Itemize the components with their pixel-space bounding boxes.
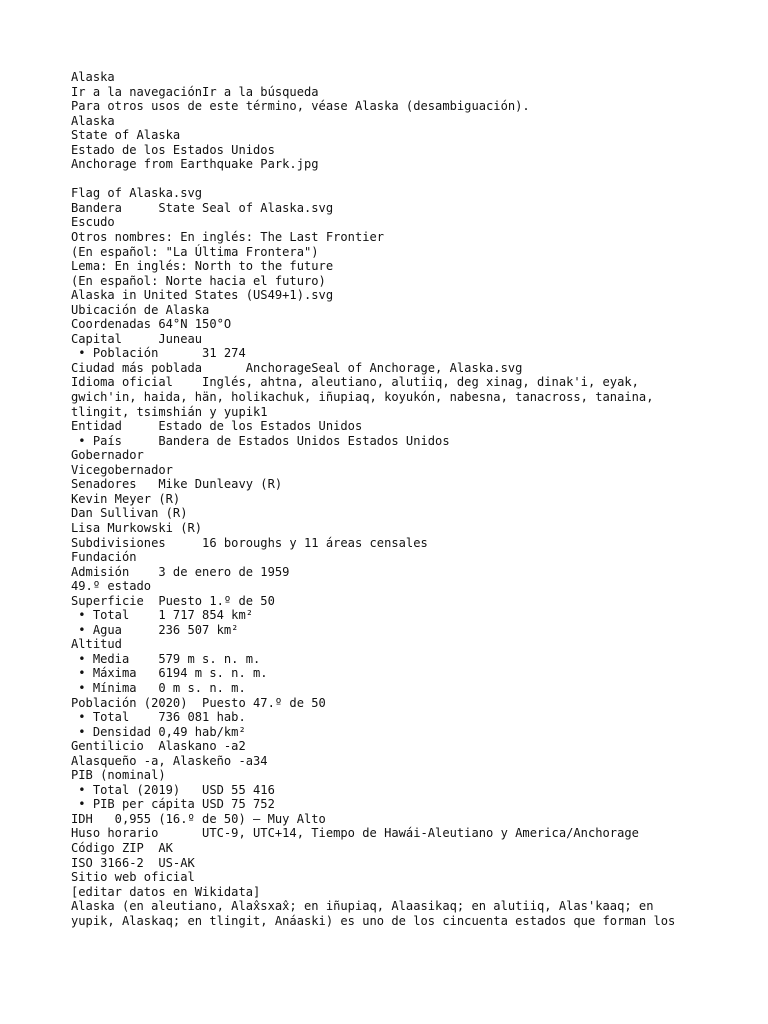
text-line: (En español: Norte hacia el futuro) bbox=[71, 273, 326, 288]
text-line: Alaska in United States (US49+1).svg bbox=[71, 288, 334, 303]
text-line: Población (2020) Puesto 47.º de 50 bbox=[71, 695, 326, 710]
text-line: gwich'in, haida, hän, holikachuk, iñupiaq, koyukón, nabesna, tanacross, tanaina, bbox=[71, 390, 654, 405]
text-line: Lema: En inglés: North to the future bbox=[71, 259, 334, 274]
document-text bbox=[71, 70, 711, 928]
text-line: Entidad Estado de los Estados Unidos bbox=[71, 419, 363, 434]
text-line: • Media 579 m s. n. m. bbox=[71, 651, 261, 666]
text-line: • Máxima 6194 m s. n. m. bbox=[71, 666, 268, 681]
text-line: Capital Juneau bbox=[71, 331, 203, 346]
text-line: Huso horario UTC-9, UTC+14, Tiempo de Hawái-Aleutiano y America/Anchorage bbox=[71, 826, 639, 841]
text-line: • Total 1 717 854 km² bbox=[71, 608, 254, 623]
text-line: Estado de los Estados Unidos bbox=[71, 142, 275, 157]
text-line: Otros nombres: En inglés: The Last Frontier bbox=[71, 230, 385, 245]
text-line: Admisión 3 de enero de 1959 bbox=[71, 564, 290, 579]
text-line: Coordenadas 64°N 150°O bbox=[71, 317, 232, 332]
text-line: IDH 0,955 (16.º de 50) – Muy Alto bbox=[71, 811, 326, 826]
text-line: Fundación bbox=[71, 550, 137, 565]
text-line: Gentilicio Alaskano -a2 bbox=[71, 739, 246, 754]
text-line: Para otros usos de este término, véase Alaska (desambiguación). bbox=[71, 99, 530, 114]
text-line: Ubicación de Alaska bbox=[71, 302, 210, 317]
text-line: • Población 31 274 bbox=[71, 346, 246, 361]
text-line: State of Alaska bbox=[71, 128, 181, 143]
text-line: Dan Sullivan (R) bbox=[71, 506, 188, 521]
text-line: yupik, Alaskaq; en tlingit, Anáaski) es uno de los cincuenta estados que forman los bbox=[71, 913, 676, 928]
text-line: ISO 3166-2 US-AK bbox=[71, 855, 195, 870]
text-line: Bandera State Seal of Alaska.svg bbox=[71, 200, 334, 215]
text-line: Ciudad más poblada AnchorageSeal of Anchorage, Alaska.svg bbox=[71, 360, 523, 375]
text-line: Idioma oficial Inglés, ahtna, aleutiano, alutiiq, deg xinag, dinak'i, eyak, bbox=[71, 375, 639, 390]
text-line: Flag of Alaska.svg bbox=[71, 186, 203, 201]
text-line: Ir a la navegaciónIr a la búsqueda bbox=[71, 84, 319, 99]
text-line: Código ZIP AK bbox=[71, 840, 173, 855]
text-line: Sitio web oficial bbox=[71, 870, 195, 885]
text-line: tlingit, tsimshián y yupik1 bbox=[71, 404, 268, 419]
text-line: Alasqueño -a, Alaskeño -a34 bbox=[71, 753, 268, 768]
text-line: Altitud bbox=[71, 637, 122, 652]
blank-line bbox=[71, 172, 711, 187]
text-line: • Densidad 0,49 hab/km² bbox=[71, 724, 246, 739]
text-line: • Total (2019) USD 55 416 bbox=[71, 782, 275, 797]
text-line: Alaska bbox=[71, 113, 115, 128]
text-line: [editar datos en Wikidata] bbox=[71, 884, 261, 899]
text-line: Superficie Puesto 1.º de 50 bbox=[71, 593, 275, 608]
text-line: Senadores Mike Dunleavy (R) bbox=[71, 477, 283, 492]
text-line: Alaska bbox=[71, 70, 115, 84]
text-line: Kevin Meyer (R) bbox=[71, 491, 181, 506]
text-line: (En español: "La Última Frontera") bbox=[71, 244, 319, 259]
text-line: Lisa Murkowski (R) bbox=[71, 520, 203, 535]
text-line: • Total 736 081 hab. bbox=[71, 710, 246, 725]
text-line: PIB (nominal) bbox=[71, 768, 166, 783]
text-line: Vicegobernador bbox=[71, 462, 173, 477]
text-line: 49.º estado bbox=[71, 579, 152, 594]
text-line: Alaska (en aleutiano, Alax̂sxax̂; en iñupiaq, Alaasikaq; en alutiiq, Alas'kaaq; en bbox=[71, 899, 654, 914]
text-line: • Mínima 0 m s. n. m. bbox=[71, 680, 246, 695]
text-line: Gobernador bbox=[71, 448, 144, 463]
text-line: • País Bandera de Estados Unidos Estados Unidos bbox=[71, 433, 450, 448]
text-line: Anchorage from Earthquake Park.jpg bbox=[71, 157, 319, 172]
text-line: Escudo bbox=[71, 215, 115, 230]
text-line: Subdivisiones 16 boroughs y 11 áreas censales bbox=[71, 535, 428, 550]
text-line: • Agua 236 507 km² bbox=[71, 622, 239, 637]
text-line: • PIB per cápita USD 75 752 bbox=[71, 797, 275, 812]
